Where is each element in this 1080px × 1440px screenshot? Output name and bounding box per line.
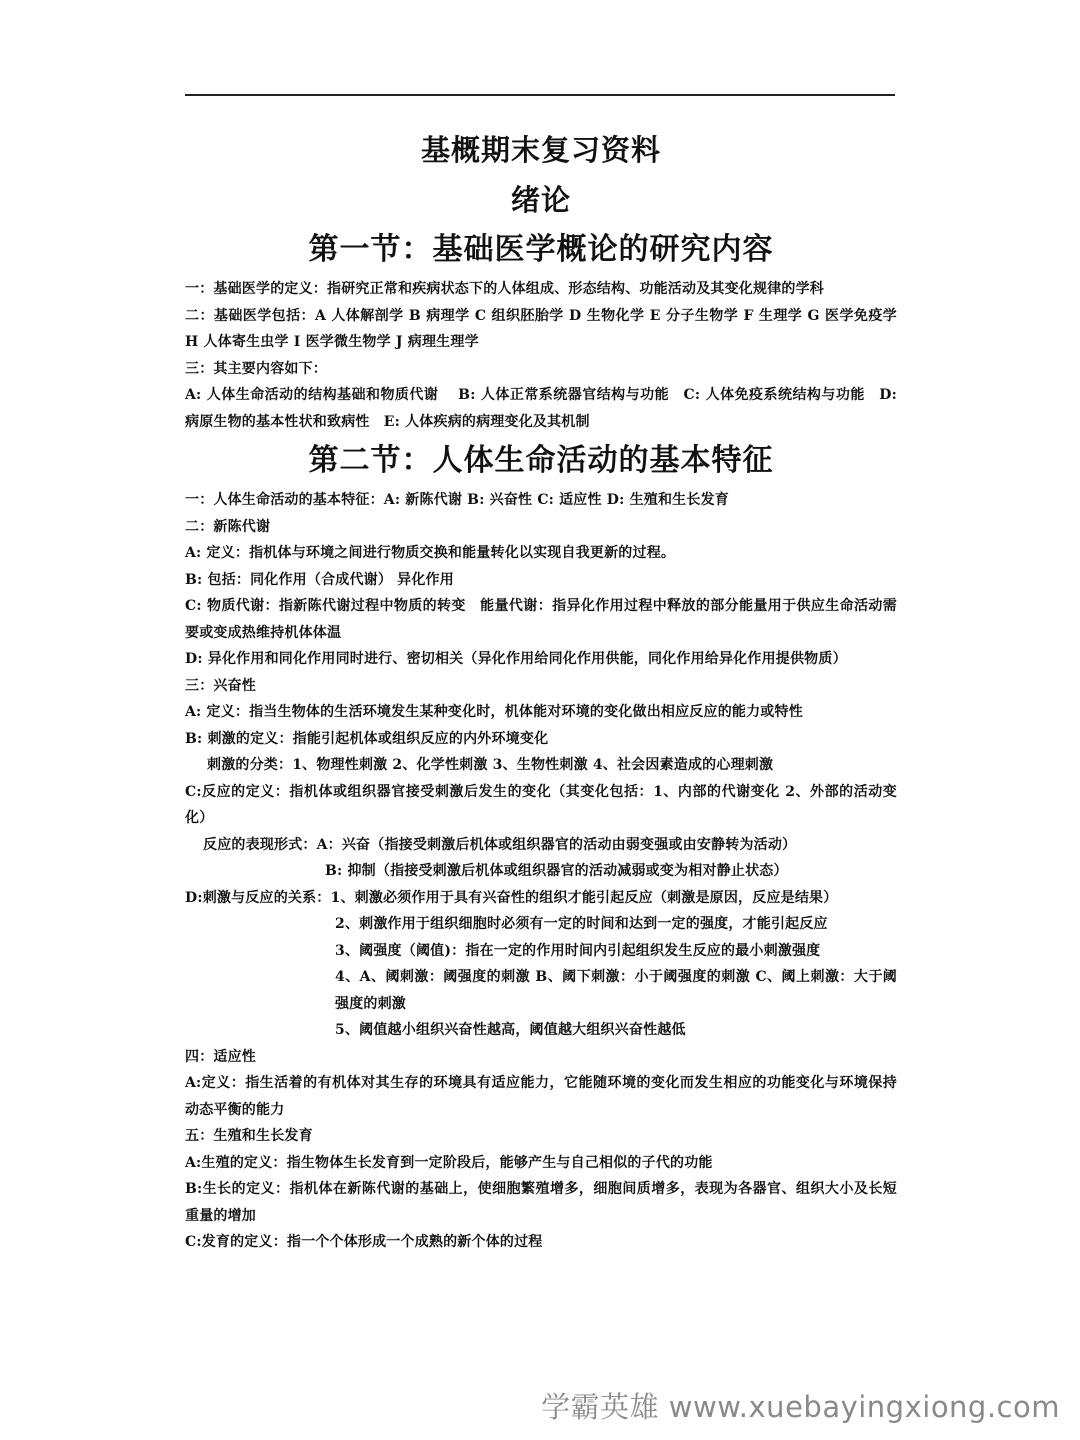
section1-paragraph: 二：基础医学包括：A 人体解剖学 B 病理学 C 组织胚胎学 D 生物化学 E 分子生物学 F 生理学 G 医学免疫学 H 人体寄生虫学 I 医学微生物学 J 病理生理学 <box>185 307 897 350</box>
section2-paragraph: 2、刺激作用于组织细胞时必须有一定的时间和达到一定的强度，才能引起反应 <box>335 916 828 932</box>
document-title: 基概期末复习资料 <box>420 133 661 167</box>
document-page <box>185 128 897 1256</box>
section2-paragraph: 二：新陈代谢 <box>185 518 271 535</box>
section2-paragraph: 3、阈强度（阈值)：指在一定的作用时间内引起组织发生反应的最小刺激强度 <box>335 942 821 959</box>
section2-heading: 第二节：人体生命活动的基本特征 <box>308 443 774 478</box>
site-watermark: 学霸英雄 www.xuebayingxiong.com <box>541 1390 1060 1424</box>
section2-paragraph: C:发育的定义：指一个个体形成一个成熟的新个体的过程 <box>185 1234 543 1250</box>
section2-paragraph: B:生长的定义：指机体在新陈代谢的基础上，使细胞繁殖增多，细胞间质增多，表现为各器官、组织大小及长短重量的增加 <box>185 1181 897 1224</box>
section2-paragraph: B: 抑制（指接受刺激后机体或组织器官的活动减弱或变为相对静止状态） <box>325 863 788 879</box>
section1-paragraph: A: 人体生命活动的结构基础和物质代谢 B: 人体正常系统器官结构与功能 C: 人体免疫系统结构与功能 D: 病原生物的基本性状和致病性 E: 人体疾病的病理变化及其机制 <box>185 387 897 430</box>
section2-paragraph: 反应的表现形式：A：兴奋（指接受刺激后机体或组织器官的活动由弱变强或由安静转为活动） <box>203 836 797 853</box>
section2-paragraph: 刺激的分类：1、物理性刺激 2、化学性刺激 3、生物性刺激 4、社会因素造成的心理刺激 <box>207 757 774 773</box>
header-rule <box>185 94 895 96</box>
section2-paragraph: 一：人体生命活动的基本特征：A: 新陈代谢 B: 兴奋性 C: 适应性 D: 生殖和生长发育 <box>185 492 729 508</box>
section2-paragraph: B: 刺激的定义：指能引起机体或组织反应的内外环境变化 <box>185 730 549 747</box>
section2-paragraph: A:生殖的定义：指生物体生长发育到一定阶段后，能够产生与自己相似的子代的功能 <box>185 1154 713 1171</box>
section2-paragraph: 5、阈值越小组织兴奋性越高，阈值越大组织兴奋性越低 <box>335 1022 686 1038</box>
section2-paragraph: C: 物质代谢：指新陈代谢过程中物质的转变 能量代谢：指异化作用过程中释放的部分能量用于供应生命活动需要或变成热维持机体体温 <box>185 598 897 641</box>
section1-heading: 第一节：基础医学概论的研究内容 <box>308 232 774 267</box>
section2-paragraph: A: 定义：指机体与环境之间进行物质交换和能量转化以实现自我更新的过程。 <box>185 545 676 561</box>
section2-paragraph: 三：兴奋性 <box>185 677 256 694</box>
section2-paragraph: C:反应的定义：指机体或组织器官接受刺激后发生的变化（其变化包括：1、内部的代谢变化 2、外部的活动变化） <box>185 783 897 826</box>
chapter-title: 绪论 <box>510 183 571 217</box>
section2-paragraph: D:刺激与反应的关系：1、刺激必须作用于具有兴奋性的组织才能引起反应（刺激是原因，反应是结果） <box>185 889 838 906</box>
section2-paragraph: B: 包括：同化作用（合成代谢） 异化作用 <box>185 571 454 588</box>
section2-paragraph: A: 定义：指当生物体的生活环境发生某种变化时，机体能对环境的变化做出相应反应的能力或特性 <box>185 704 803 720</box>
section1-paragraph: 一：基础医学的定义：指研究正常和疾病状态下的人体组成、形态结构、功能活动及其变化规律的学科 <box>185 281 824 297</box>
section2-paragraph: 五：生殖和生长发育 <box>185 1128 313 1144</box>
section1-paragraph: 三：其主要内容如下： <box>185 360 327 377</box>
section2-paragraph: 四：适应性 <box>185 1048 256 1065</box>
section2-paragraph: D: 异化作用和同化作用同时进行、密切相关（异化作用给同化作用供能，同化作用给异化作用提供物质） <box>185 651 847 667</box>
section2-paragraph: A:定义：指生活着的有机体对其生存的环境具有适应能力，它能随环境的变化而发生相应的功能变化与环境保持动态平衡的能力 <box>185 1075 897 1118</box>
section2-paragraph: 4、A、阈刺激：阈强度的刺激 B、阈下刺激：小于阈强度的刺激 C、阈上刺激：大于阈强度的刺激 <box>335 969 897 1012</box>
